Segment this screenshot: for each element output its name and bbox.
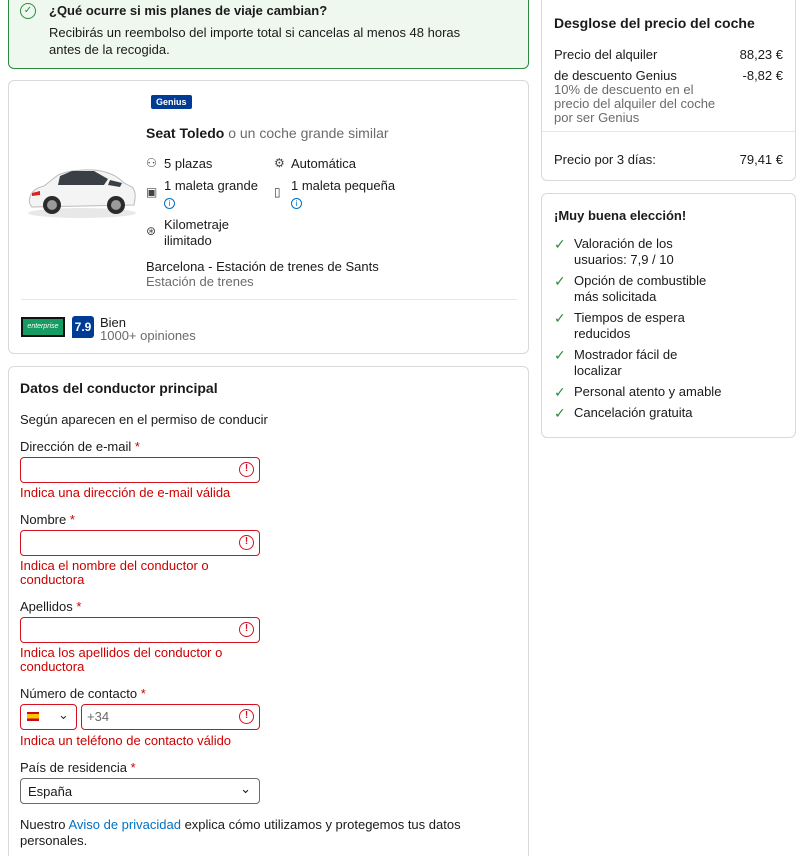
error-icon: ! — [239, 462, 254, 477]
rating-count: 1000+ opiniones — [100, 328, 196, 343]
surname-error-line-1: Indica los apellidos del conductor o — [20, 645, 223, 660]
check-icon: ✓ — [554, 273, 566, 289]
discount-value: -8,82 € — [742, 68, 783, 83]
small-bag-icon: ▯ — [274, 185, 281, 199]
info-icon[interactable]: i — [291, 198, 302, 209]
email-error: Indica una dirección de e-mail válida — [20, 485, 231, 500]
spain-flag-icon — [27, 712, 39, 721]
transmission: Automática — [291, 156, 357, 171]
bag-large: 1 maleta grande — [164, 178, 258, 193]
error-icon: ! — [239, 622, 254, 637]
benefit-item: ✓ Personal atento y amable — [554, 384, 722, 400]
discount-label: de descuento Genius — [554, 68, 677, 83]
mileage-line-2: ilimitado — [164, 233, 212, 248]
car-image — [24, 161, 139, 221]
divider — [21, 299, 517, 300]
phone-label: Número de contacto * — [20, 686, 146, 701]
total-label: Precio por 3 días: — [554, 152, 656, 167]
chevron-down-icon: ⌄ — [58, 707, 69, 722]
error-icon: ! — [239, 709, 254, 724]
benefits-heading: ¡Muy buena elección! — [554, 208, 687, 223]
mileage-line-1: Kilometraje — [164, 217, 230, 232]
surname-error-line-2: conductora — [20, 659, 85, 674]
rental-price-value: 88,23 € — [739, 47, 783, 62]
phone-field[interactable] — [81, 704, 260, 730]
discount-note: 10% de descuento en el precio del alquiler del coche por ser Genius — [554, 82, 716, 125]
benefit-item: ✓ Opción de combustible más solicitada — [554, 273, 707, 304]
benefit-item: ✓ Mostrador fácil de localizar — [554, 347, 678, 378]
rental-price-label: Precio del alquiler — [554, 47, 658, 62]
phone-prefix: +34 — [87, 709, 110, 724]
email-label: Dirección de e-mail * — [20, 439, 140, 454]
suitcase-icon: ▣ — [146, 185, 158, 199]
gearbox-icon: ⚙ — [274, 156, 285, 170]
check-icon: ✓ — [554, 405, 566, 421]
rating-score: 7.9 — [72, 316, 94, 338]
phone-error: Indica un teléfono de contacto válido — [20, 733, 232, 748]
person-icon: ⚇ — [146, 156, 157, 170]
total-value: 79,41 € — [739, 152, 783, 167]
notice-line-1: Recibirás un reembolso del importe total si cancelas al menos 48 horas — [49, 25, 461, 40]
name-error-line-2: conductora — [20, 572, 85, 587]
rating-label: Bien — [100, 315, 127, 330]
supplier-logo: enterprise — [21, 317, 65, 337]
check-circle-icon: ✓ — [20, 3, 36, 19]
benefits-card — [541, 193, 796, 438]
car-card — [8, 80, 529, 354]
pickup-location-type: Estación de trenes — [146, 274, 254, 289]
driver-form-heading: Datos del conductor principal — [20, 380, 218, 396]
country-code-select[interactable] — [20, 704, 77, 730]
price-breakdown-card — [541, 0, 796, 181]
privacy-link[interactable]: Aviso de privacidad — [68, 817, 181, 832]
benefit-item: ✓ Valoración de los usuarios: 7,9 / 10 — [554, 236, 674, 267]
check-icon: ✓ — [554, 384, 566, 400]
privacy-text: Nuestro Aviso de privacidad explica cómo utilizamos y protegemos tus datos personales. — [20, 817, 461, 848]
name-error-line-1: Indica el nombre del conductor o — [20, 558, 209, 573]
bag-small: 1 maleta pequeña — [291, 178, 396, 193]
error-icon: ! — [239, 535, 254, 550]
country-select[interactable] — [20, 778, 260, 804]
surname-label: Apellidos * — [20, 599, 82, 614]
notice-line-2: antes de la recogida. — [49, 42, 170, 57]
country-value: España — [28, 784, 73, 799]
surname-field[interactable] — [20, 617, 260, 643]
country-label: País de residencia * — [20, 760, 136, 775]
benefit-item: ✓ Tiempos de espera reducidos — [554, 310, 685, 341]
name-field[interactable] — [20, 530, 260, 556]
benefit-item: ✓ Cancelación gratuita — [554, 405, 693, 421]
check-icon: ✓ — [554, 347, 566, 363]
notice-title: ¿Qué ocurre si mis planes de viaje cambian? — [49, 3, 328, 18]
check-icon: ✓ — [554, 236, 566, 252]
seats: 5 plazas — [164, 156, 213, 171]
driver-form-subtitle: Según aparecen en el permiso de conducir — [20, 412, 268, 427]
divider — [542, 131, 795, 132]
name-label: Nombre * — [20, 512, 75, 527]
price-heading: Desglose del precio del coche — [554, 15, 755, 31]
car-similar: o un coche grande similar — [228, 125, 389, 141]
cancellation-notice — [8, 0, 529, 69]
info-icon[interactable]: i — [164, 198, 175, 209]
chevron-down-icon: ⌄ — [240, 781, 251, 796]
pickup-location: Barcelona - Estación de trenes de Sants — [146, 259, 379, 274]
car-name: Seat Toledo — [146, 125, 225, 141]
email-field[interactable] — [20, 457, 260, 483]
steering-wheel-icon: ⊛ — [146, 224, 157, 238]
check-icon: ✓ — [554, 310, 566, 326]
genius-badge: Genius — [151, 95, 192, 109]
car-title — [146, 125, 389, 141]
